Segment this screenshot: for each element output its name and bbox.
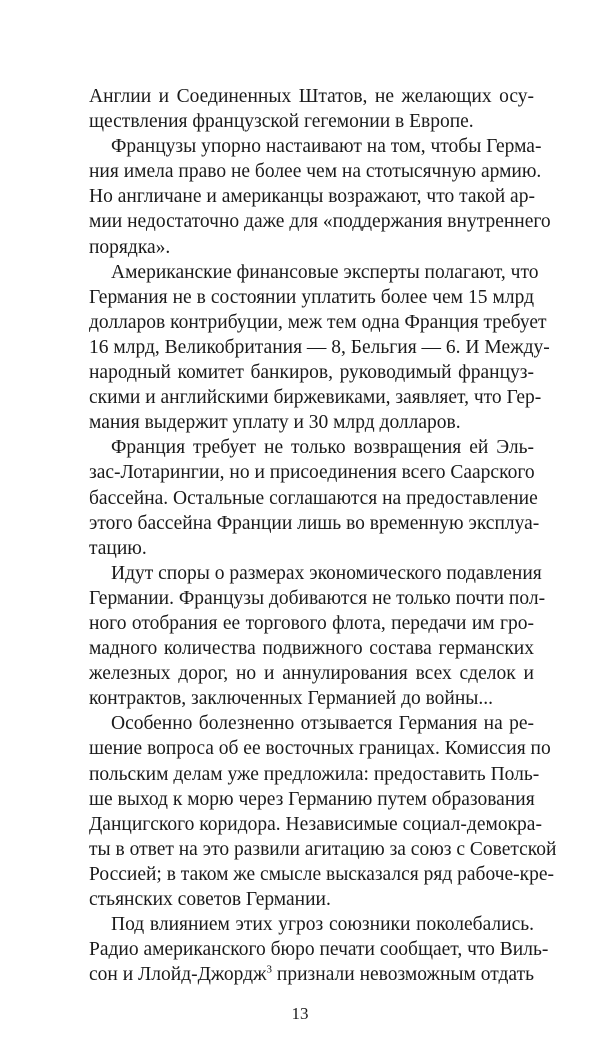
text-line: скими и английскими биржевиками, заявляет, что Гер-	[89, 387, 542, 409]
text-line: Англии и Соединенных Штатов, не желающих осу-	[89, 86, 534, 107]
paragraph	[89, 561, 546, 712]
text-line: зас-Лотарингии, но и присоединения всего Саарского	[89, 462, 535, 484]
text-line: Идут споры о размерах экономического подавления	[111, 562, 542, 584]
paragraph	[89, 711, 557, 912]
text-line: ше выход к морю через Германию путем образования	[89, 788, 535, 810]
paragraph	[89, 435, 540, 560]
text-line: Данцигского коридора. Независимые социал-демокра-	[89, 813, 542, 835]
text-line: Американские финансовые эксперты полагают, что	[111, 261, 539, 283]
text-line: этого бассейна Франции лишь во временную эксплуа-	[89, 512, 540, 534]
text-line: мания выдержит уплату и 30 млрд долларов.	[89, 412, 461, 434]
paragraph	[89, 260, 550, 436]
text-segment: сон и Ллойд-Джордж	[89, 964, 267, 986]
text-line: Россией; в таком же смысле высказался ряд рабоче-кре-	[89, 863, 555, 885]
text-line: Французы упорно настаивают на том, чтобы Герма-	[111, 136, 542, 158]
text-line: контрактов, заключенных Германией до войны...	[89, 688, 494, 710]
text-line: железных дорог, но и аннулирования всех сделок и	[89, 663, 534, 685]
paragraph	[89, 134, 551, 259]
text-line: Франция требует не только возвращения ей Эль-	[111, 437, 534, 459]
text-segment: признали невозможным отдать	[272, 964, 535, 986]
text-line: народный комитет банкиров, руководимый француз-	[89, 362, 534, 384]
text-line: Но англичане и американцы возражают, что такой ар-	[89, 186, 535, 208]
text-line: Радио американского бюро печати сообщает, что Виль-	[89, 939, 549, 961]
paragraph	[89, 912, 549, 987]
text-line: Германия не в состоянии уплатить более чем 15 млрд	[89, 286, 534, 308]
text-line: порядка».	[89, 236, 171, 258]
text-line: 16 млрд, Великобритания — 8, Бельгия — 6. И Между-	[89, 336, 550, 358]
text-line: мадного количества подвижного состава германских	[89, 638, 534, 660]
text-line	[89, 962, 534, 987]
paragraph	[89, 84, 534, 134]
text-line: польским делам уже предложила: предоставить Поль-	[89, 763, 540, 785]
text-line: шение вопроса об ее восточных границах. Комиссия по	[89, 738, 551, 760]
text-line: Германии. Французы добиваются не только почти пол-	[89, 587, 546, 609]
text-line: ного отобрания ее торгового флота, передачи им гро-	[89, 612, 534, 634]
text-line: Особенно болезненно отзывается Германия на ре-	[111, 713, 534, 735]
text-line: бассейна. Остальные соглашаются на предоставление	[89, 487, 538, 509]
text-line: ществления французской гегемонии в Европе.	[89, 111, 474, 133]
text-line: ния имела право не более чем на стотысячную армию.	[89, 161, 542, 183]
text-line: ты в ответ на это развили агитацию за союз с Советской	[89, 838, 557, 860]
footnote-marker[interactable]: 3	[266, 963, 273, 976]
text-line: долларов контрибуции, меж тем одна Франция требует	[89, 311, 547, 333]
page-number: 13	[291, 1004, 309, 1023]
page-text	[89, 84, 557, 987]
text-line: мии недостаточно даже для «поддержания внутреннего	[89, 211, 551, 233]
text-line: тацию.	[89, 537, 147, 559]
text-line: Под влиянием этих угроз союзники поколебались.	[111, 914, 534, 936]
text-line: стьянских советов Германии.	[89, 889, 331, 910]
